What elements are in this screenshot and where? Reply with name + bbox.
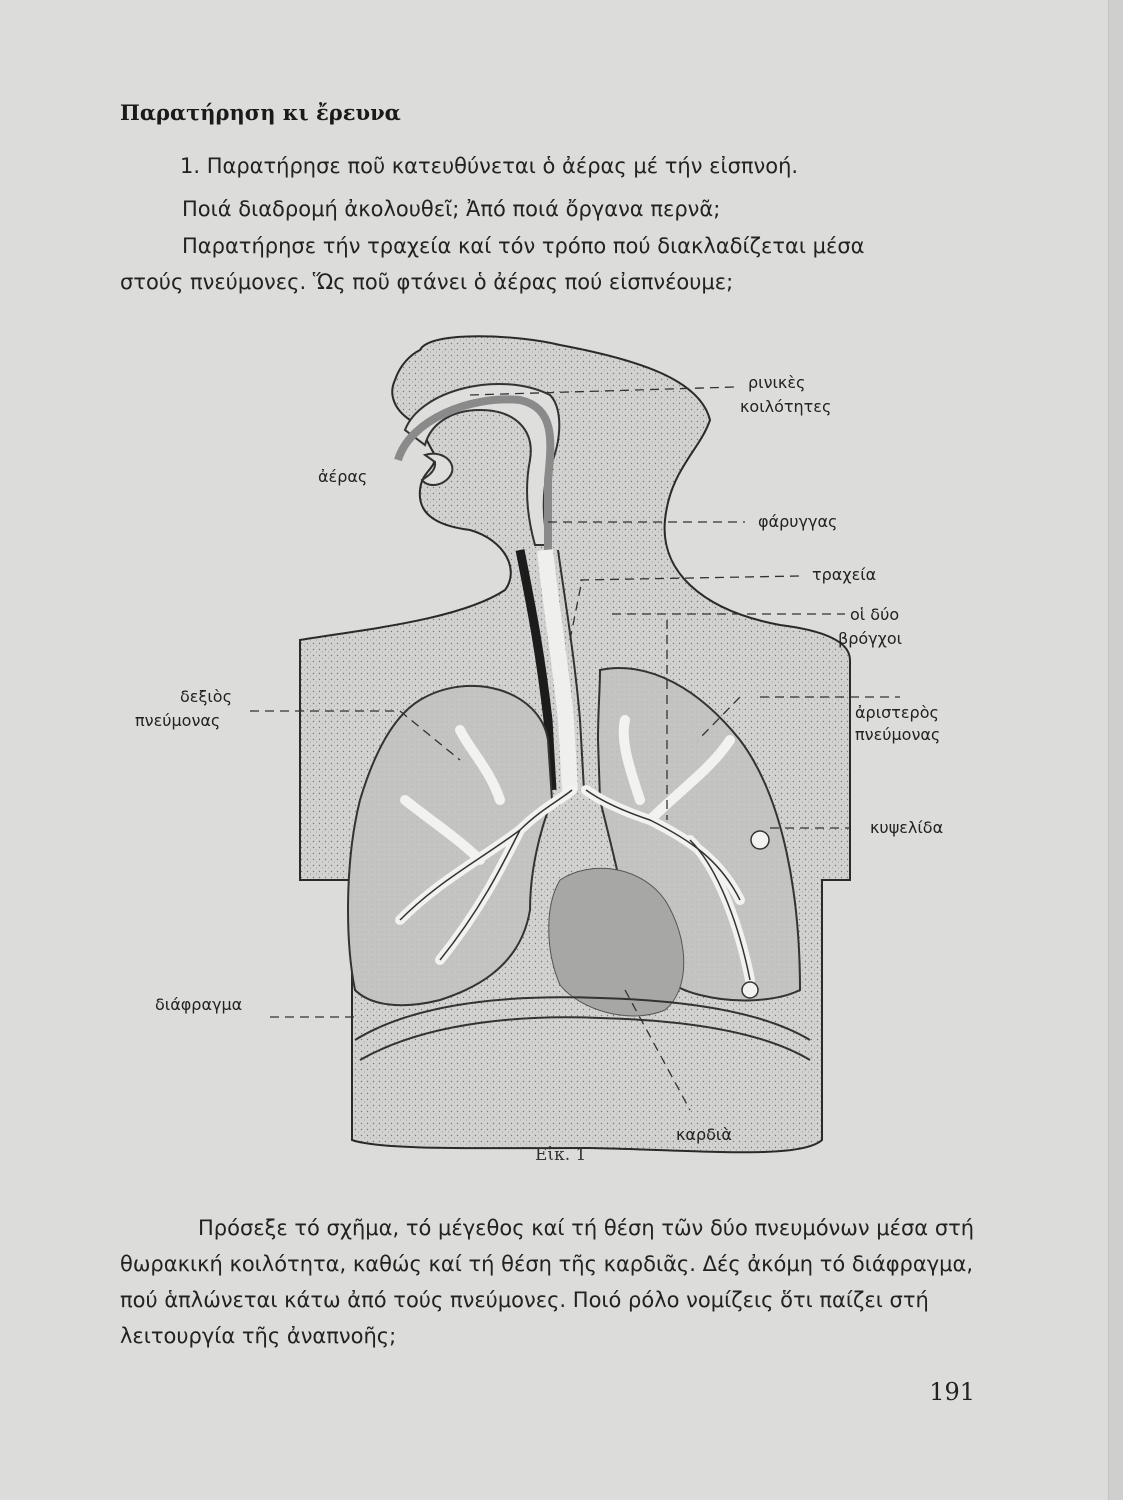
figure-caption: Εἰκ. 1 — [535, 1145, 587, 1165]
label-bronchi-line-1: οἱ δύο — [850, 605, 900, 624]
label-alveolus: κυψελίδα — [870, 818, 944, 837]
label-bronchi-line-2: βρόγχοι — [838, 629, 903, 648]
label-right-lung-line-1: δεξιὸς — [180, 687, 232, 706]
label-left-lung-line-2: πνεύμονας — [855, 725, 941, 744]
mouth — [422, 454, 452, 485]
paragraph-1: 1. Παρατήρησε ποῦ κατευθύνεται ὁ ἀέρας μέ τήν εἰσπνοή. — [180, 154, 799, 178]
paragraph-4 — [120, 1210, 980, 1354]
paragraph-2: Ποιά διαδρομή ἀκολουθεῖ; Ἀπό ποιά ὄργανα περνᾶ; — [182, 197, 721, 221]
alveolus — [751, 831, 769, 849]
label-pharynx: φάρυγγας — [758, 512, 838, 531]
label-nasal-line-2: κοιλότητες — [740, 397, 832, 416]
label-trachea: τραχεία — [812, 565, 877, 584]
page-number: 191 — [929, 1378, 975, 1406]
paragraph-3-line-2: στούς πνεύμονες. Ὥς ποῦ φτάνει ὁ ἀέρας πού εἰσπνέουμε; — [120, 270, 734, 294]
label-diaphragm: διάφραγμα — [155, 995, 243, 1014]
label-heart: καρδιὰ — [676, 1125, 732, 1144]
label-left-lung-line-1: ἀριστερὸς — [855, 703, 939, 722]
label-air: ἀέρας — [318, 467, 368, 486]
label-nasal-line-1: ρινικὲς — [748, 373, 806, 392]
section-heading: Παρατήρηση κι ἔρευνα — [120, 100, 401, 125]
paragraph-4-text: Πρόσεξε τό σχῆμα, τό μέγεθος καί τή θέση τῶν δύο πνευμόνων μέσα στή θωρακική κοιλότητα, καθώς καί τή θέση τῆς καρδιᾶς. Δές ἀκόμη τό διάφραγμα, πού ἁπλώνεται κάτω ἀπό τούς πνεύμονες. Ποιό ρόλο νομίζεις ὅτι παίζει στή λειτουργία τῆς ἀναπνοῆς; — [120, 1216, 975, 1348]
label-right-lung-line-2: πνεύμονας — [135, 711, 221, 730]
paragraph-3-line-1: Παρατήρησε τήν τραχεία καί τόν τρόπο πού διακλαδίζεται μέσα — [182, 234, 865, 258]
